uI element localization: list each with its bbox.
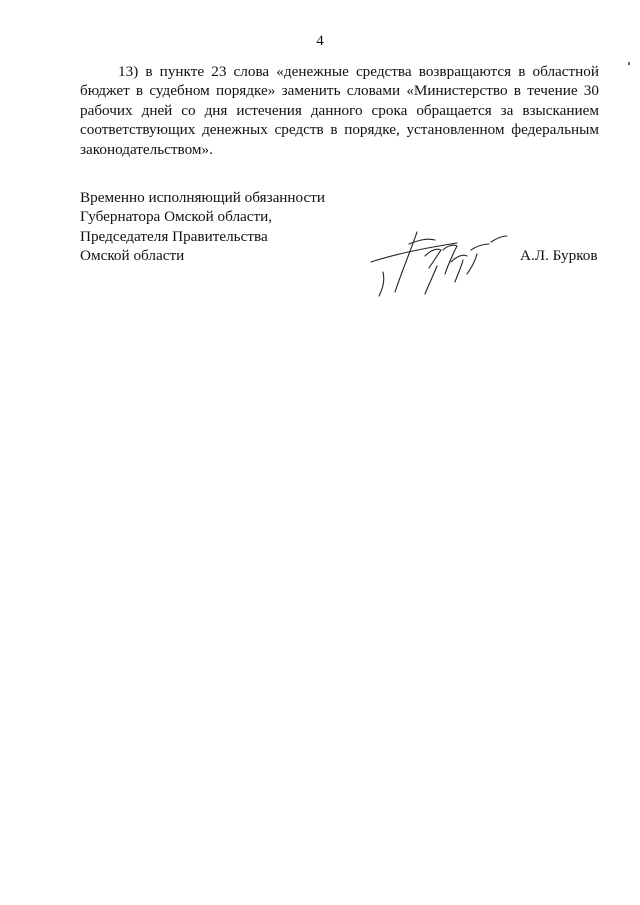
signatory-position (80, 188, 380, 266)
signatory-position-line-1: Временно исполняющий обязанности (80, 189, 326, 206)
signatory-position-line-4: Омской области (80, 247, 185, 265)
signatory-position-line-2: Губернатора Омской области, (80, 208, 273, 226)
signatory-position-line-3: Председателя Правительства (80, 227, 268, 245)
handwritten-signature (365, 210, 515, 300)
page-number: 4 (316, 33, 324, 49)
scan-edge-mark (628, 62, 630, 65)
amendment-paragraph-13: 13) в пункте 23 слова «денежные средства возвращаются в областной бюджет в судебном порядке» заменить словами «Министерство в течение 30 рабочих дней со дня истечения данного срока обращается за взысканием соответствующих денежных средств в порядке, установленном федеральным законодательством». (80, 63, 599, 158)
signatory-name: А.Л. Бурков (520, 247, 598, 264)
